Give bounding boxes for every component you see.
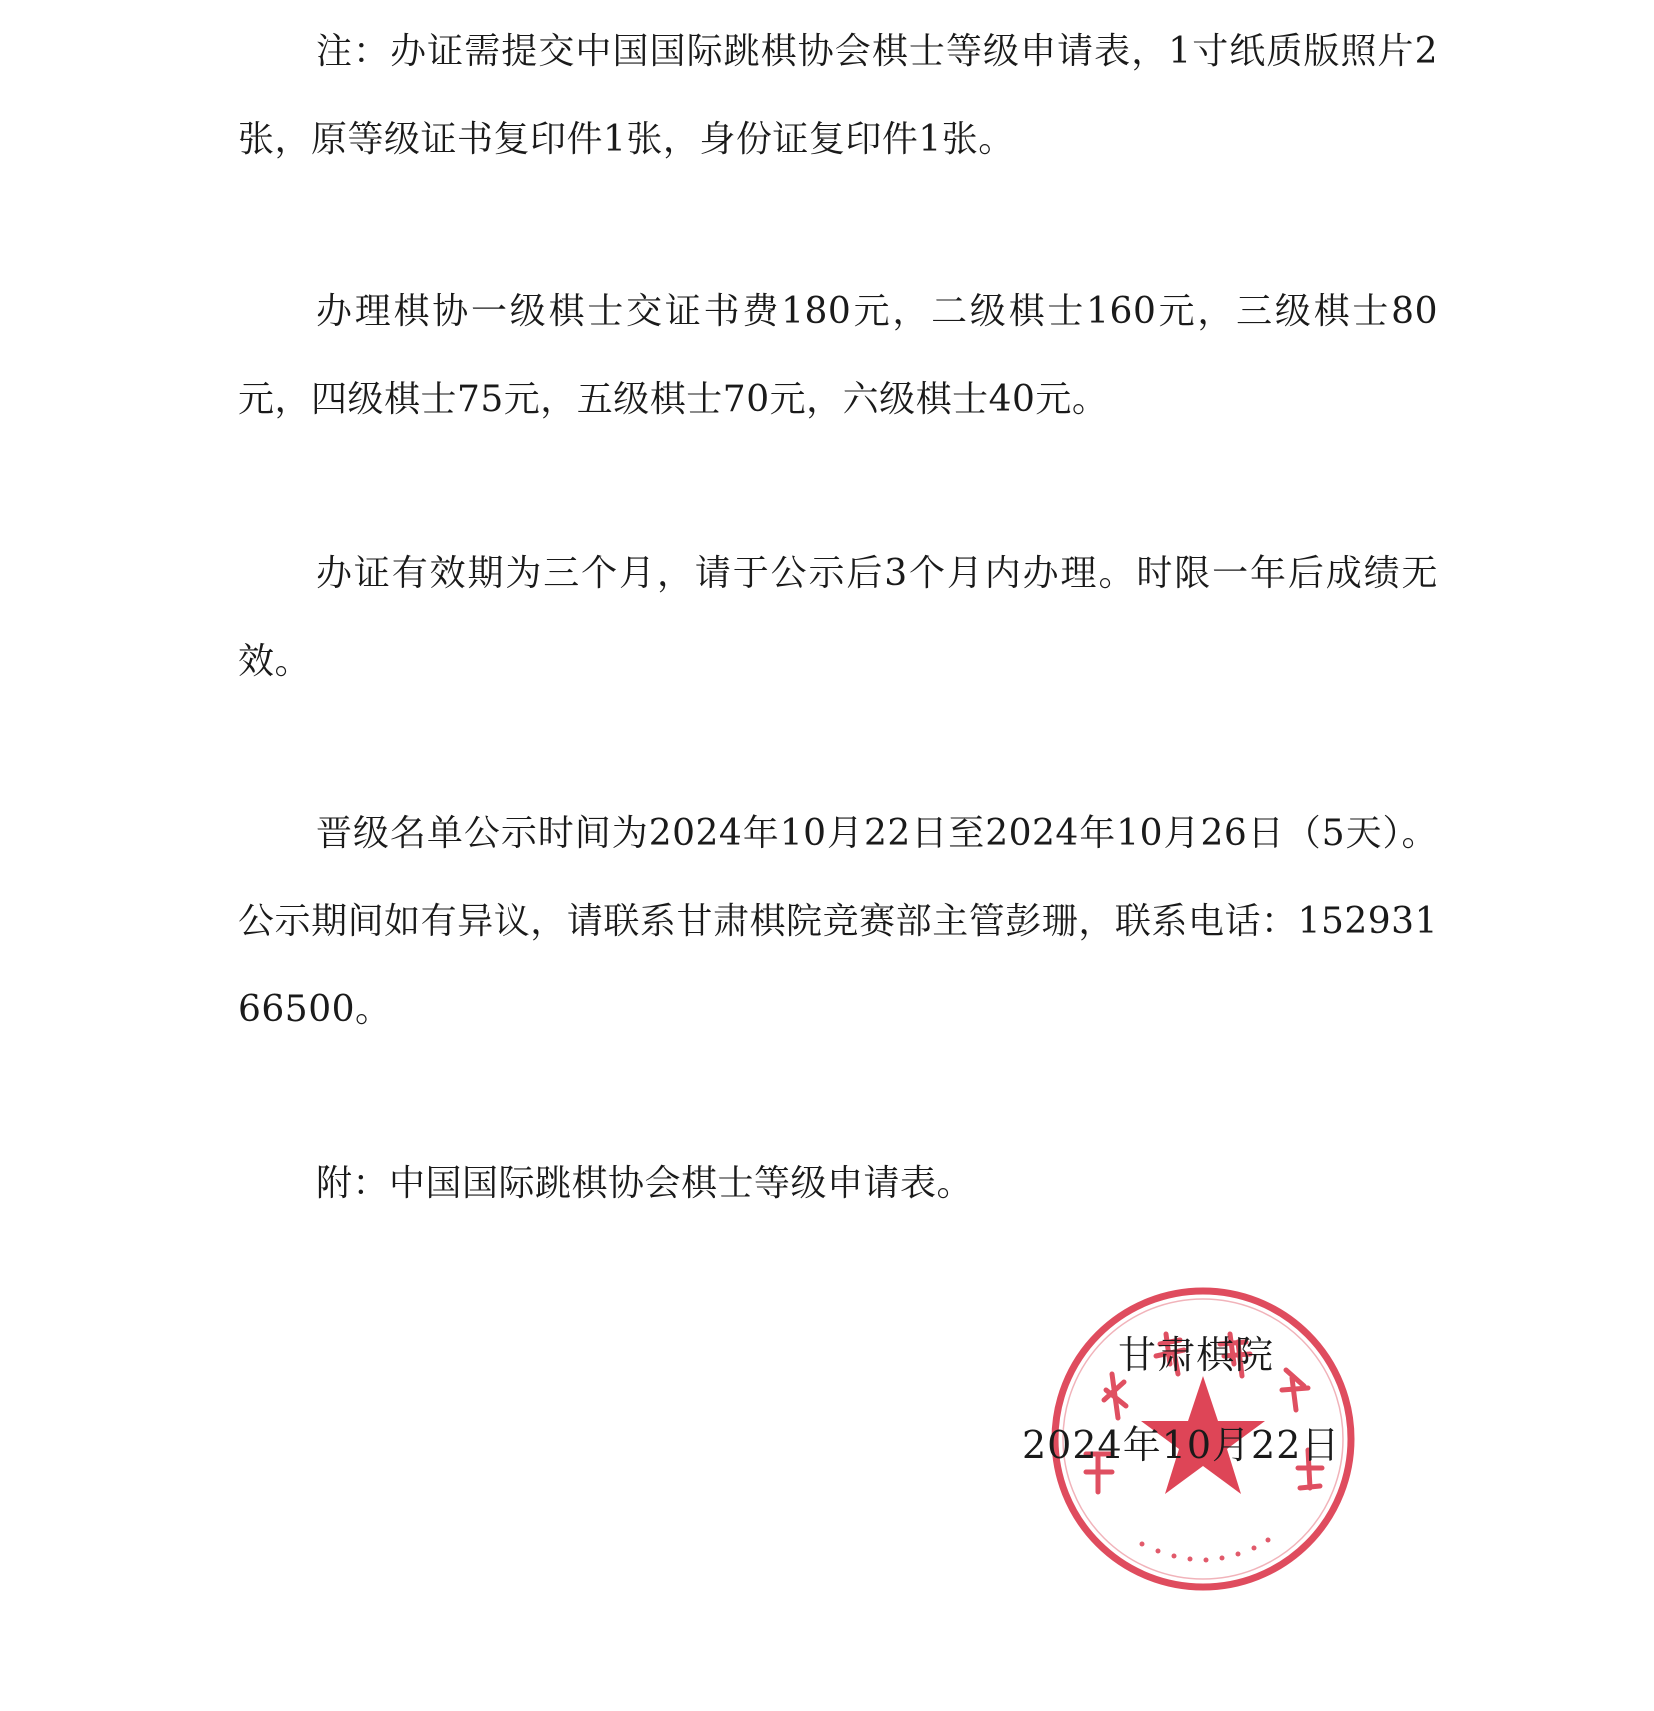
- issue-date: 2024年10月22日: [1022, 1423, 1341, 1467]
- validity-period-paragraph: 办证有效期为三个月，请于公示后3个月内办理。时限一年后成绩无效。: [238, 553, 1438, 682]
- note-requirements-paragraph: 注：办证需提交中国国际跳棋协会棋士等级申请表，1寸纸质版照片2张，原等级证书复印件1张，身份证复印件1张。: [238, 31, 1438, 160]
- publicity-period-paragraph: 晋级名单公示时间为2024年10月22日至2024年10月26日（5天）。公示期间如有异议，请联系甘肃棋院竞赛部主管彭珊，联系电话：15293166500。: [238, 813, 1438, 1030]
- certificate-fee-paragraph: 办理棋协一级棋士交证书费180元，二级棋士160元，三级棋士80元，四级棋士75元，五级棋士70元，六级棋士40元。: [238, 291, 1438, 420]
- attachment-paragraph: 附：中国国际跳棋协会棋士等级申请表。: [316, 1163, 974, 1204]
- issuer-organization: 甘肃棋院: [1118, 1333, 1275, 1377]
